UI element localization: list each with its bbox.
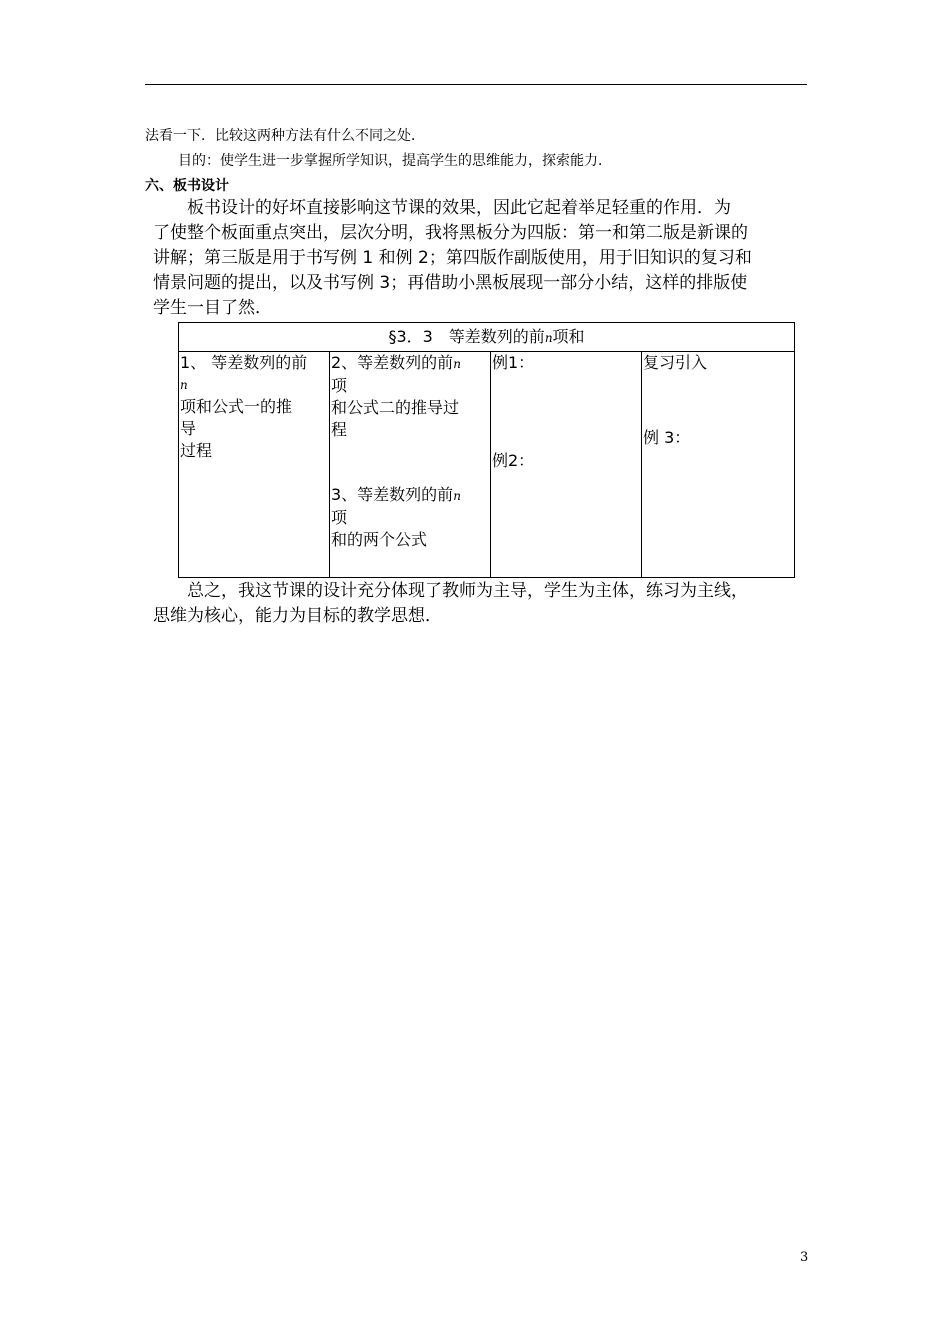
section-heading: 六、板书设计 — [145, 178, 229, 194]
col2-line: 程 — [331, 420, 348, 439]
col2-n: n — [453, 357, 461, 371]
board-title-n: n — [544, 330, 553, 345]
col1-line: 导 — [180, 419, 197, 438]
blackboard-layout-table — [178, 322, 795, 578]
text-line-purpose: 目的：使学生进一步掌握所学知识，提高学生的思维能力，探索能力． — [178, 153, 612, 169]
paragraph-line: 学生一目了然． — [153, 298, 272, 318]
board-title — [179, 323, 795, 352]
col2-line: 项 — [331, 376, 348, 395]
header-rule — [145, 84, 807, 85]
summary-paragraph — [153, 579, 818, 629]
summary-line: 总之，我这节课的设计充分体现了教师为主导，学生为主体，练习为主线， — [153, 581, 748, 601]
col2-line: 项 — [331, 508, 348, 527]
example-3-label: 例 3： — [643, 428, 691, 447]
col2-line: 3、等差数列的前 — [331, 485, 454, 504]
summary-line: 思维为核心，能力为目标的教学思想． — [153, 606, 442, 626]
col1-line: 过程 — [180, 441, 213, 460]
board-title-prefix: §3．3 等差数列的前 — [388, 326, 545, 346]
col1-line: 项和公式一的推 — [180, 397, 293, 416]
paragraph-line: 讲解；第三版是用于书写例 1 和例 2；第四版作副版使用，用于旧知识的复习和 — [153, 248, 752, 268]
section-paragraph — [153, 196, 818, 321]
example-2-label: 例2： — [492, 451, 535, 470]
example-1-label: 例1： — [492, 353, 535, 372]
paragraph-line: 情景问题的提出，以及书写例 3；再借助小黑板展现一部分小结，这样的排版使 — [153, 273, 748, 293]
board-col-4 — [642, 352, 795, 578]
board-col-3 — [491, 352, 642, 578]
paragraph-line: 板书设计的好坏直接影响这节课的效果，因此它起着举足轻重的作用．为 — [153, 198, 731, 218]
col2-n: n — [453, 489, 461, 503]
review-intro-label: 复习引入 — [643, 353, 708, 372]
board-col-1 — [179, 352, 330, 578]
paragraph-line: 了使整个板面重点突出，层次分明，我将黑板分为四版：第一和第二版是新课的 — [153, 223, 748, 243]
col2-line: 和公式二的推导过 — [331, 398, 460, 417]
text-line-1: 法看一下．比较这两种方法有什么不同之处． — [145, 128, 425, 144]
col1-line: 1、 等差数列的前 — [180, 353, 308, 372]
col2-line: 和的两个公式 — [331, 530, 428, 549]
board-title-suffix: 项和 — [552, 326, 585, 346]
page-number: 3 — [800, 1250, 809, 1265]
col1-n: n — [180, 378, 188, 392]
col2-line: 2、等差数列的前 — [331, 353, 454, 372]
board-col-2 — [330, 352, 491, 578]
